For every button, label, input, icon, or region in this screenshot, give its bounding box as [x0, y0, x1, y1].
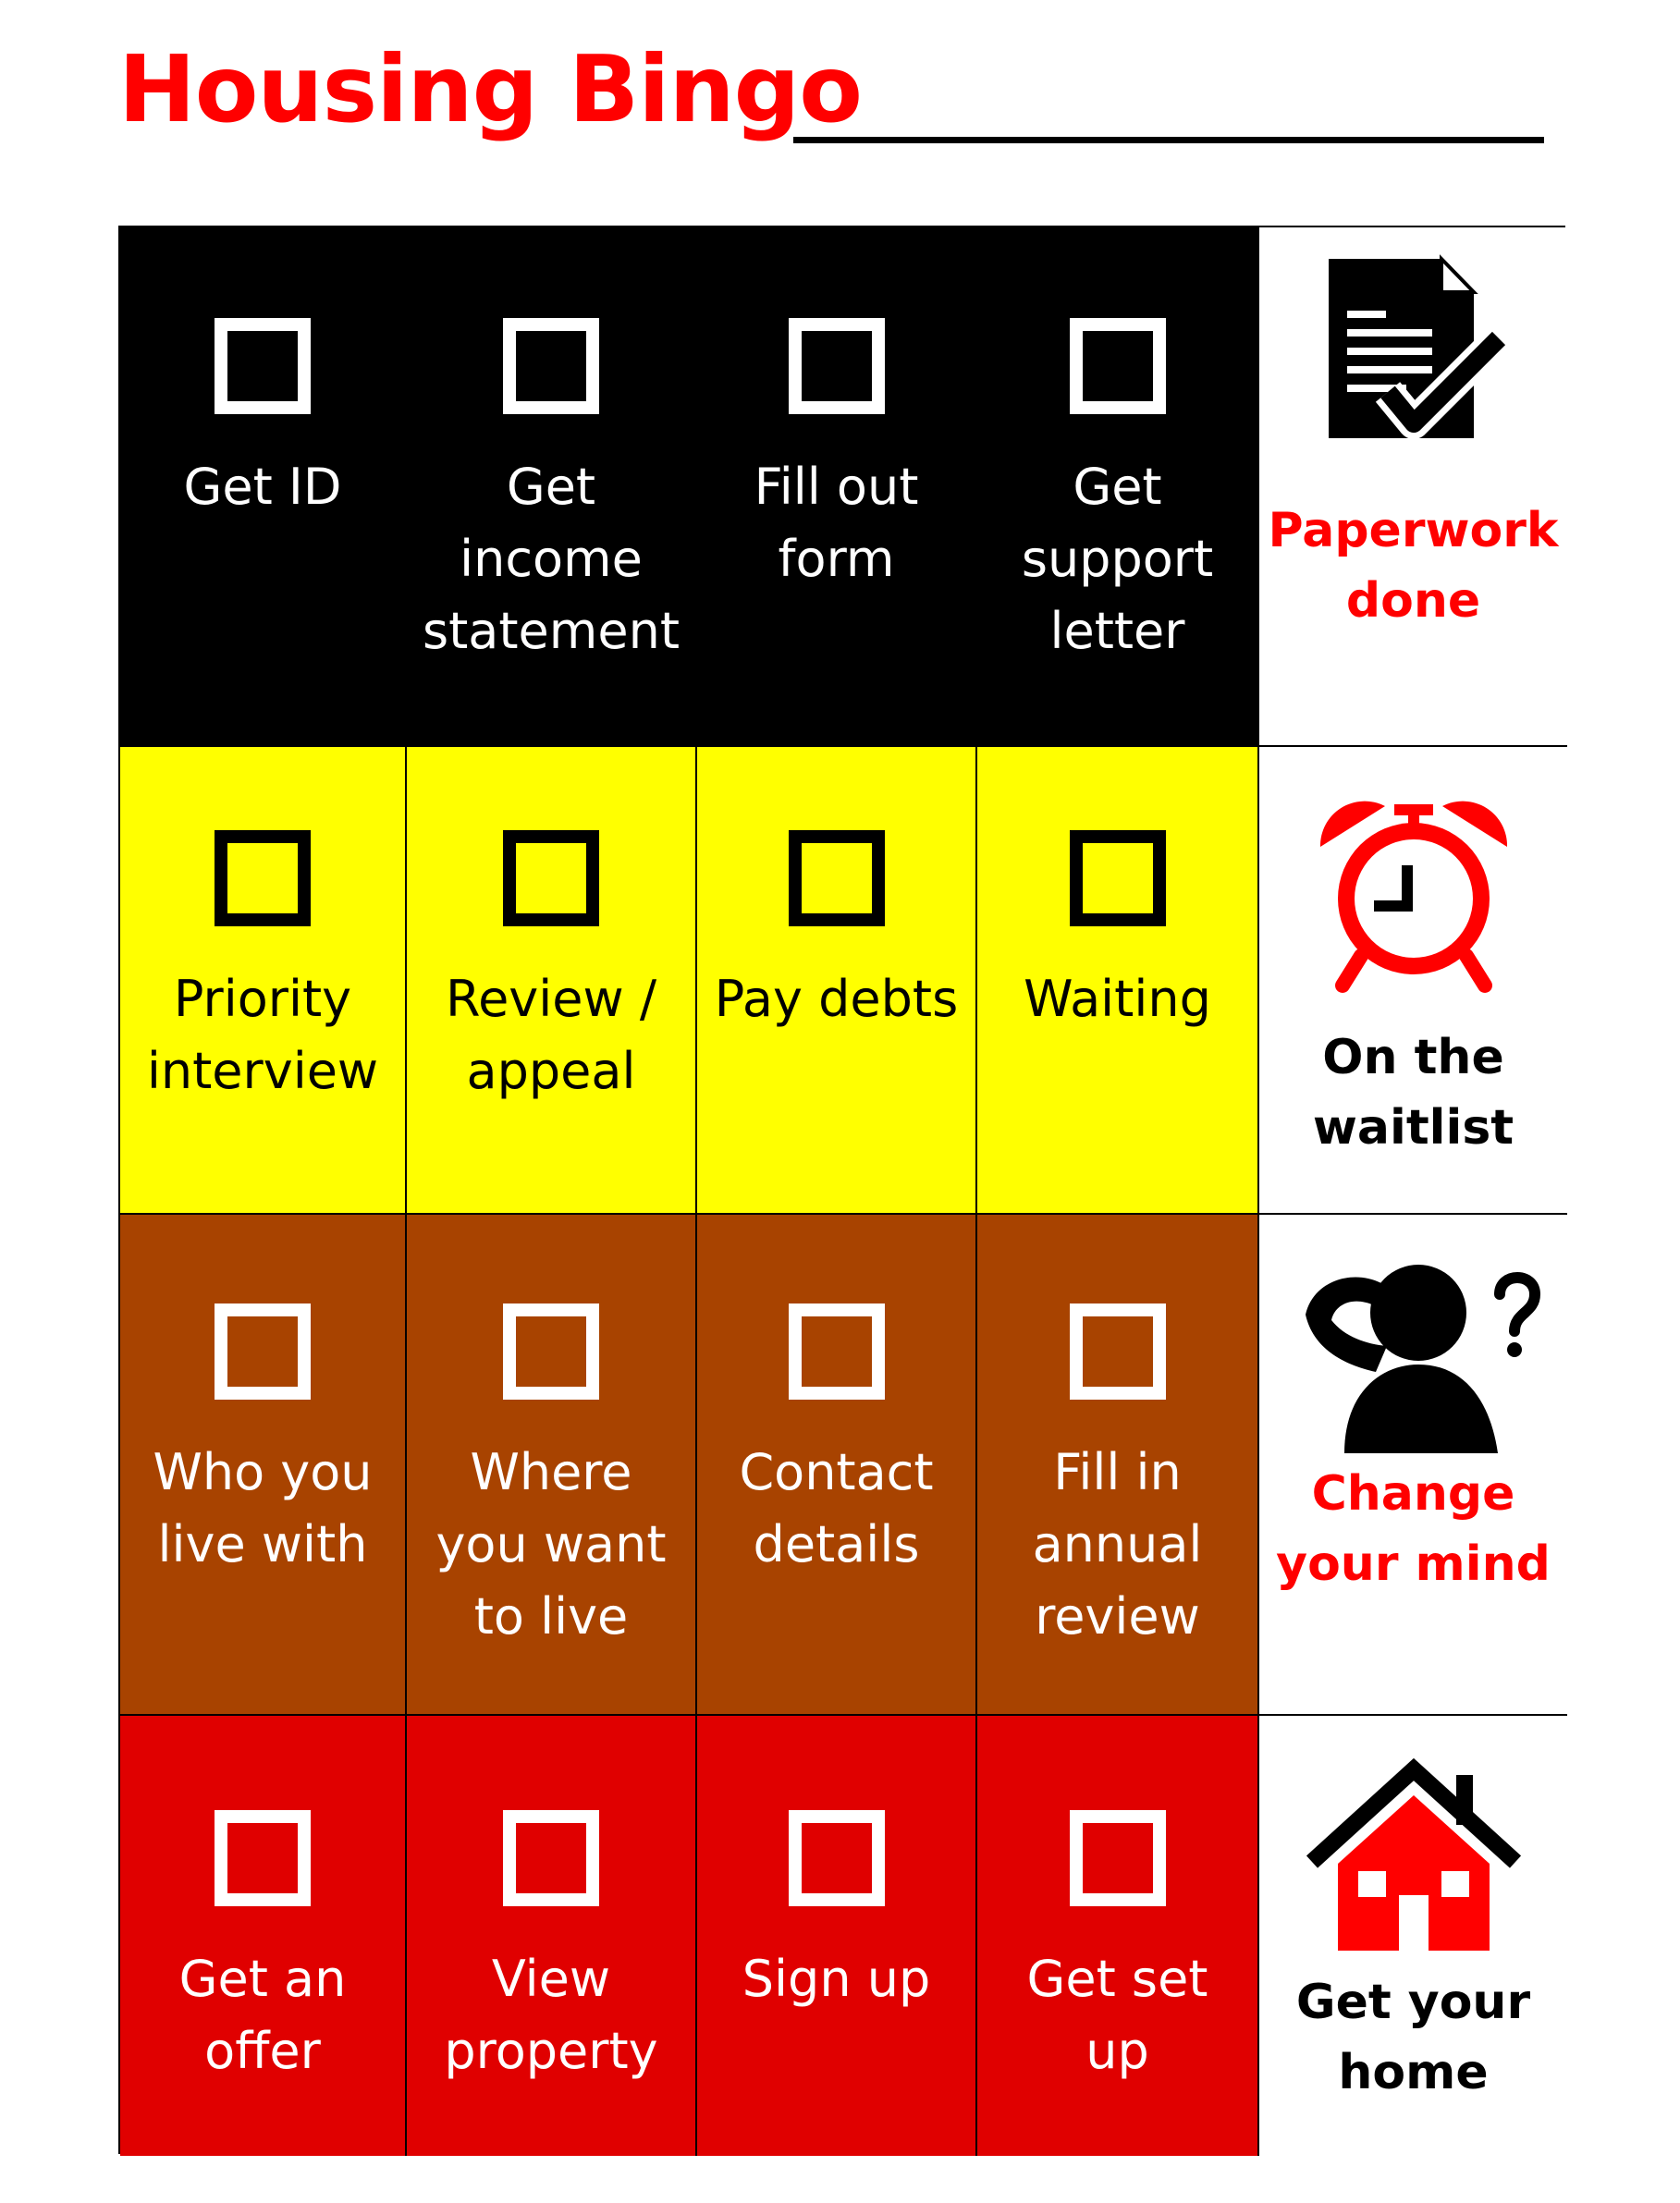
milestone-on-the-waitlist — [1259, 747, 1567, 1215]
task-label: Who you live with — [153, 1443, 373, 1573]
task-label: Fill out form — [754, 458, 919, 588]
task-label: Priority interview — [146, 970, 379, 1100]
milestone-label: Paperwork done — [1268, 503, 1559, 629]
task-checkbox[interactable] — [1070, 830, 1166, 926]
task-label: Get an offer — [178, 1950, 347, 2080]
task-checkbox[interactable] — [503, 830, 599, 926]
milestone-get-your-home — [1259, 1716, 1567, 2156]
milestone-paperwork-done — [1259, 227, 1567, 747]
task-cell — [407, 227, 697, 747]
task-checkbox[interactable] — [789, 830, 885, 926]
thinking-person-icon — [1280, 1235, 1548, 1457]
document-check-icon — [1312, 253, 1515, 457]
task-cell — [977, 227, 1259, 747]
task-cell — [977, 747, 1259, 1215]
house-icon — [1303, 1756, 1525, 1960]
task-cell — [407, 1716, 697, 2156]
task-label: Where you want to live — [435, 1443, 667, 1646]
task-checkbox[interactable] — [1070, 318, 1166, 414]
task-label: Review / appeal — [445, 970, 657, 1100]
task-checkbox[interactable] — [789, 1810, 885, 1906]
task-checkbox[interactable] — [503, 1810, 599, 1906]
task-checkbox[interactable] — [1070, 1810, 1166, 1906]
milestone-label: Change your mind — [1276, 1466, 1551, 1592]
task-cell — [407, 747, 697, 1215]
task-checkbox[interactable] — [789, 1303, 885, 1400]
task-checkbox[interactable] — [503, 1303, 599, 1400]
task-label: Fill in annual review — [1032, 1443, 1203, 1646]
task-cell — [697, 1215, 977, 1716]
bingo-grid — [118, 226, 1565, 2154]
task-label: Get ID — [183, 458, 342, 516]
task-cell — [697, 227, 977, 747]
task-label: Sign up — [742, 1950, 931, 2008]
page-title: Housing Bingo — [118, 35, 862, 143]
task-label: Pay debts — [714, 970, 959, 1028]
task-label: Get set up — [1026, 1950, 1208, 2080]
task-cell — [120, 747, 407, 1215]
task-checkbox[interactable] — [215, 1303, 311, 1400]
task-checkbox[interactable] — [215, 830, 311, 926]
task-checkbox[interactable] — [215, 318, 311, 414]
name-blank-line — [793, 137, 1544, 143]
task-checkbox[interactable] — [503, 318, 599, 414]
task-checkbox[interactable] — [789, 318, 885, 414]
task-label: Get income statement — [422, 458, 680, 660]
milestone-label: Get your home — [1295, 1975, 1531, 2100]
task-label: Contact details — [739, 1443, 934, 1573]
task-cell — [120, 227, 407, 747]
task-label: Waiting — [1024, 970, 1211, 1028]
task-checkbox[interactable] — [1070, 1303, 1166, 1400]
task-cell — [120, 1716, 407, 2156]
task-label: Get support letter — [1021, 458, 1214, 660]
task-cell — [977, 1716, 1259, 2156]
task-cell — [977, 1215, 1259, 1716]
alarm-clock-icon — [1307, 789, 1520, 1002]
task-cell — [407, 1215, 697, 1716]
milestone-label: On the waitlist — [1312, 1030, 1514, 1156]
task-cell — [697, 747, 977, 1215]
task-label: View property — [444, 1950, 658, 2080]
task-cell — [697, 1716, 977, 2156]
milestone-change-your-mind — [1259, 1215, 1567, 1716]
task-checkbox[interactable] — [215, 1810, 311, 1906]
task-cell — [120, 1215, 407, 1716]
